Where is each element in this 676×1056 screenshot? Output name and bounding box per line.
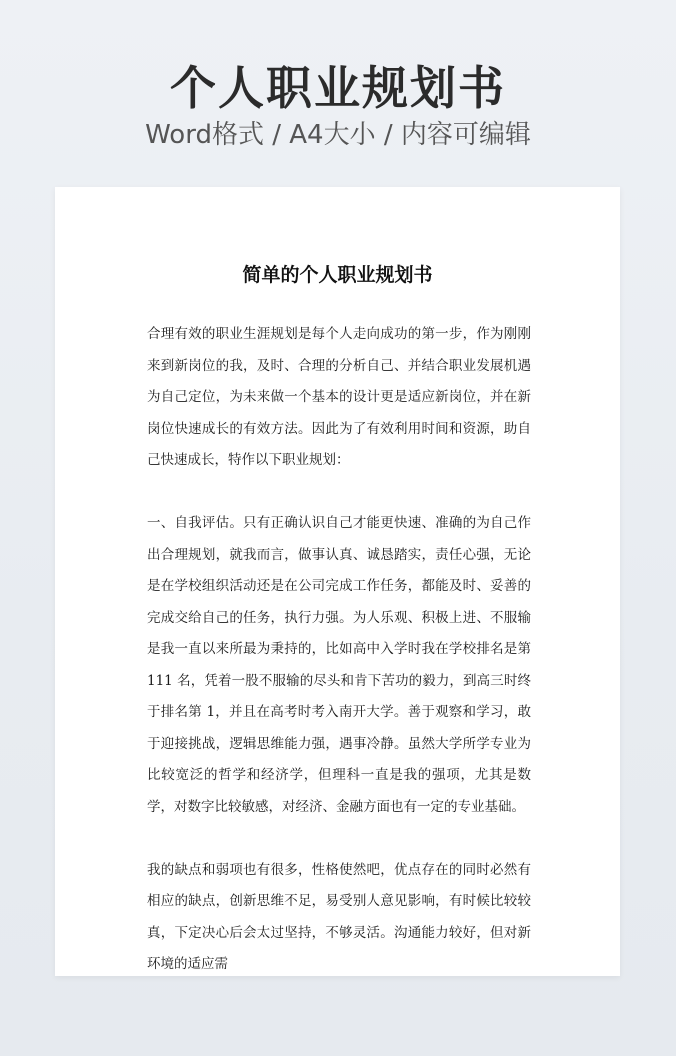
banner-subtitle: Word格式 / A4大小 / 内容可编辑 [145,120,531,150]
paragraph-gap [147,477,531,509]
document-page [55,187,620,976]
document-body [147,319,531,981]
paragraph-self-assessment: 一、自我评估。只有正确认识自己才能更快速、准确的为自己作出合理规划，就我而言，做事认真、诚恳踏实，责任心强，无论是在学校组织活动还是在公司完成工作任务，都能及时、妥善的完成交给自己的任务，执行力强。为人乐观、积极上进、不服输是我一直以来所最为秉持的，比如高中入学时我在学校排名是第 111 名，凭着一股不服输的尽头和肯下苦功的毅力，到高三时终于排名第 1，并且在高考时考入南开大学。善于观察和学习，敢于迎接挑战，逻辑思维能力强，遇事冷静。虽然大学所学专业为比较宽泛的哲学和经济学，但理科一直是我的强项，尤其是数学，对数字比较敏感，对经济、金融方面也有一定的专业基础。 [147,515,531,815]
banner-header [0,60,676,152]
document-title: 简单的个人职业规划书 [242,264,433,286]
paragraph-gap [147,823,531,855]
paragraph-intro: 合理有效的职业生涯规划是每个人走向成功的第一步，作为刚刚来到新岗位的我，及时、合理的分析自己、并结合职业发展机遇为自己定位，为未来做一个基本的设计更是适应新岗位，并在新岗位快速成长的有效方法。因此为了有效利用时间和资源，助自己快速成长，特作以下职业规划： [147,326,531,468]
banner-title: 个人职业规划书 [170,61,506,115]
paragraph-weaknesses: 我的缺点和弱项也有很多，性格使然吧，优点存在的同时必然有相应的缺点，创新思维不足，易受别人意见影响，有时候比较较真，下定决心后会太过坚持，不够灵活。沟通能力较好，但对新环境的适应需 [147,861,531,972]
